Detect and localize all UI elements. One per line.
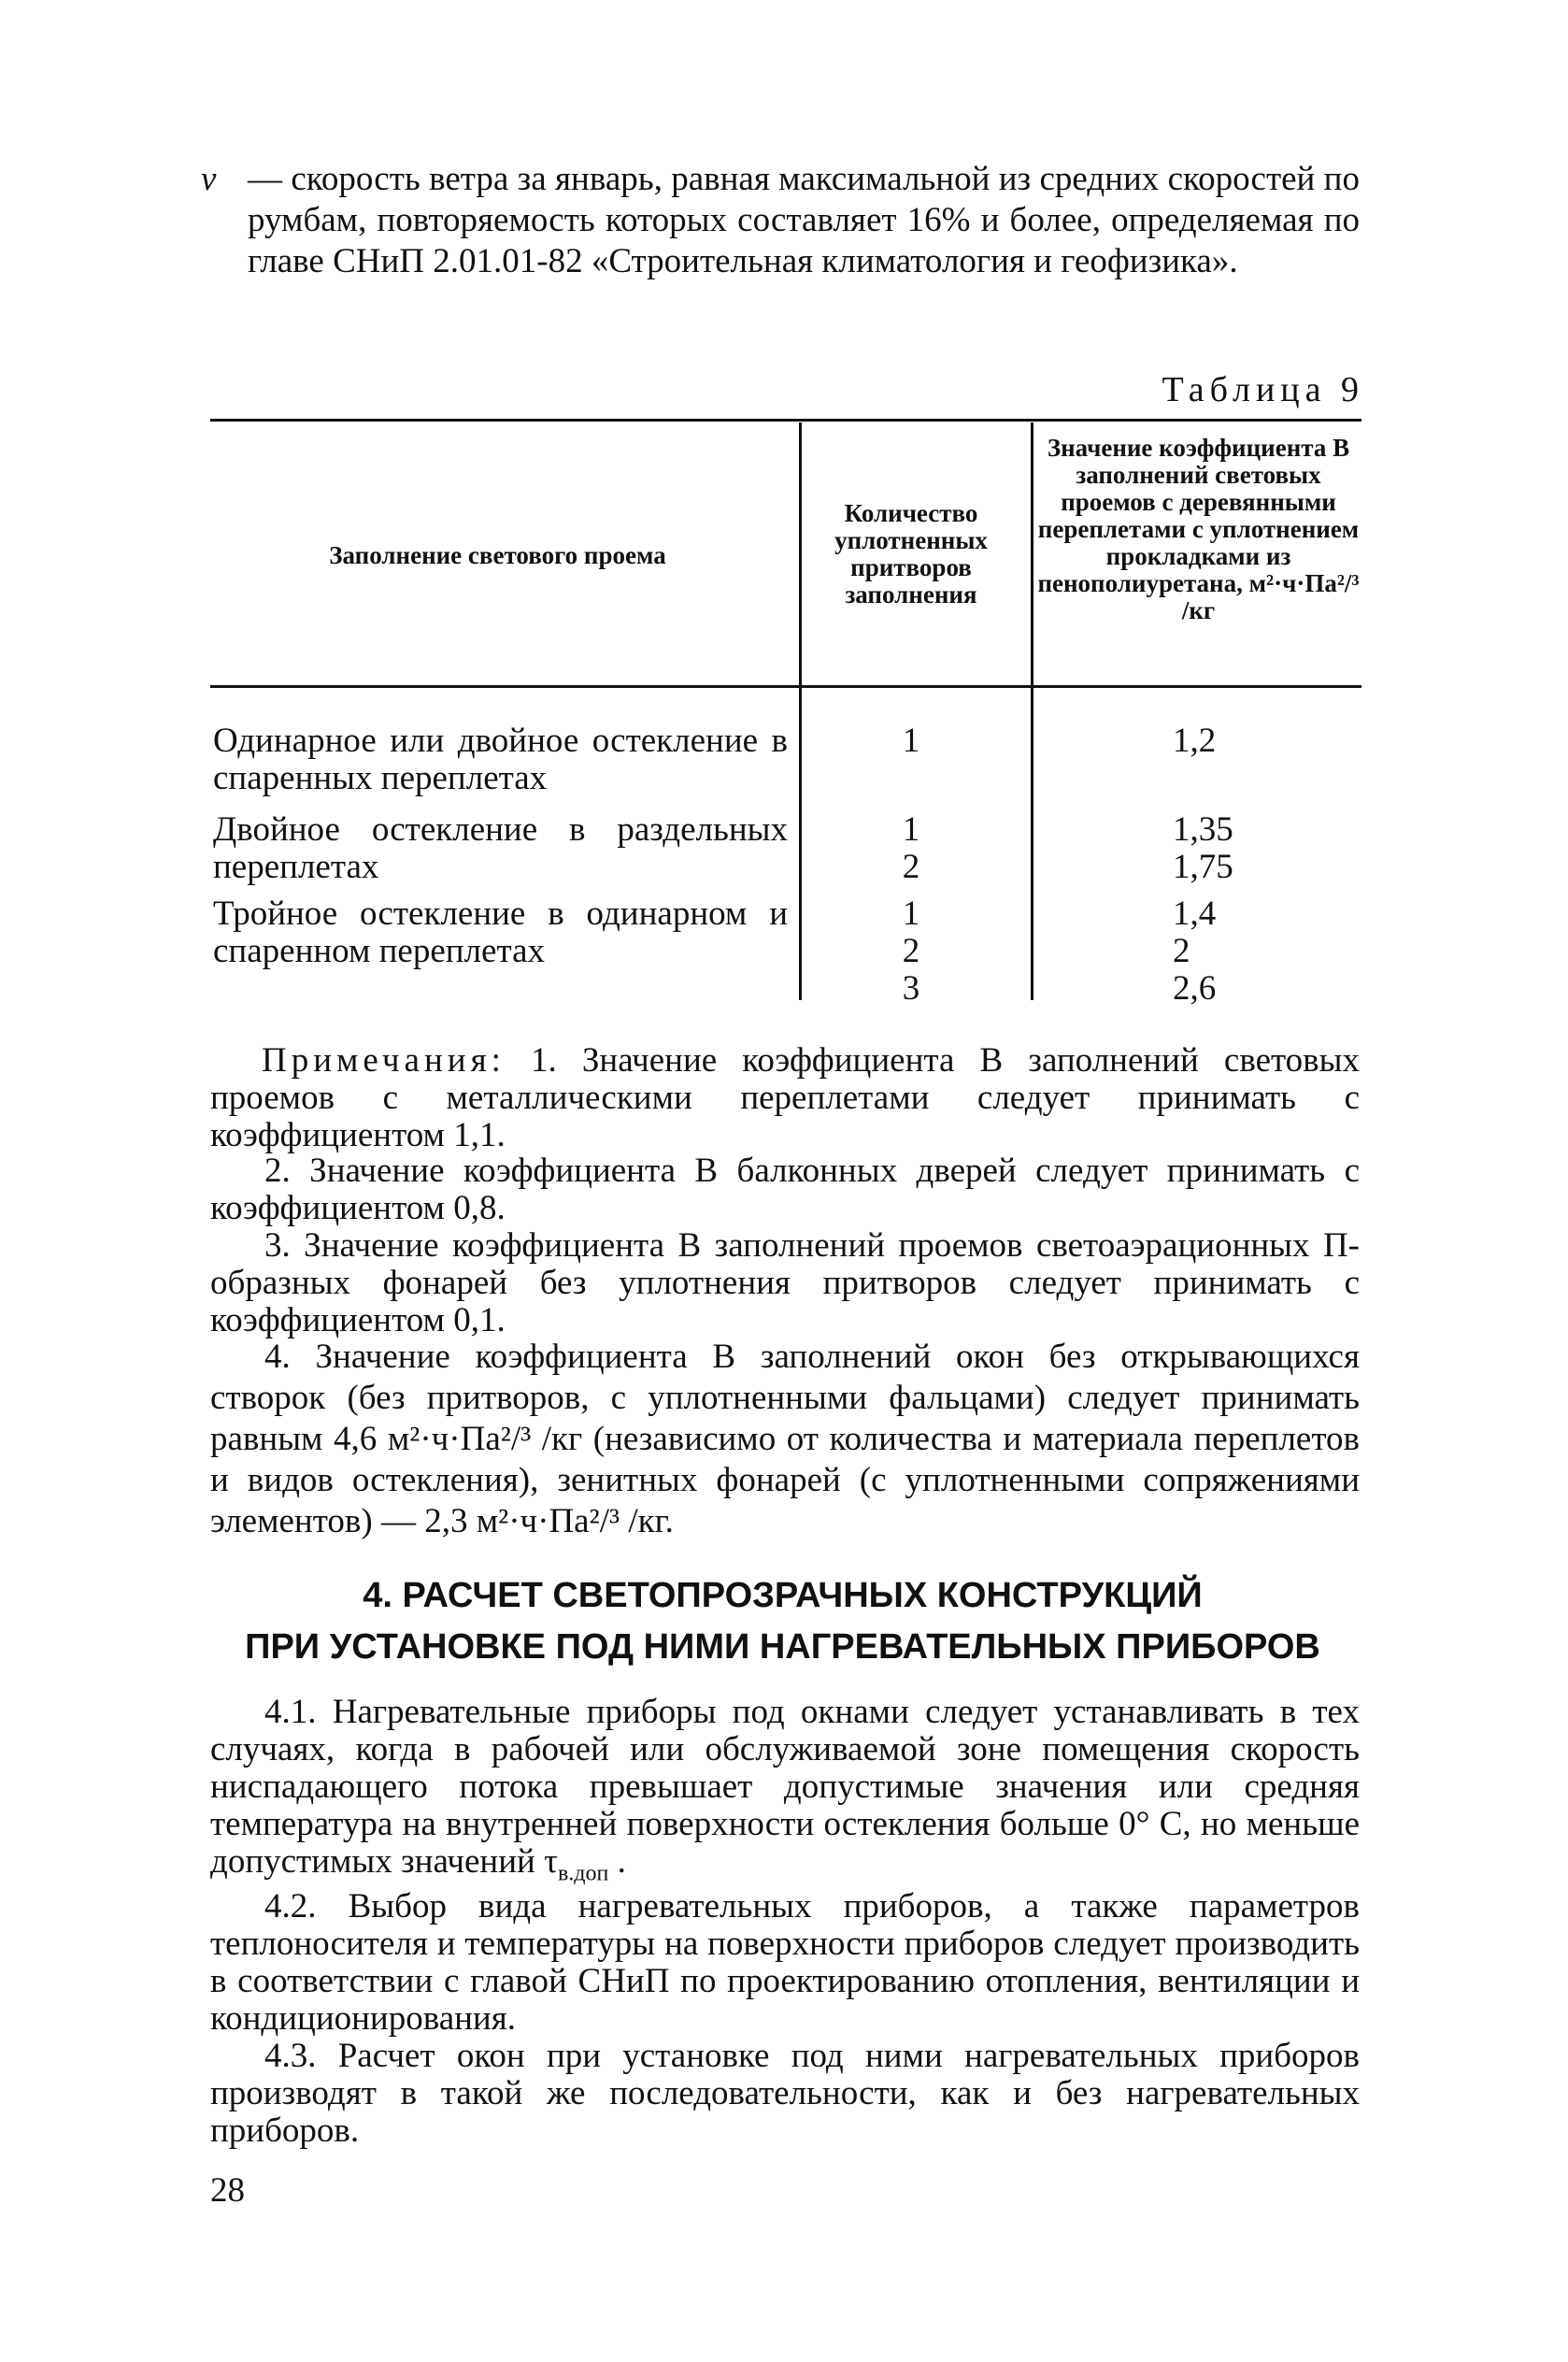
note-4: 4. Значение коэффициента B заполнений окон без открывающихся створок (без притворов, с уплотненными фальцами) следует принимать равным 4,6 м²·ч·Па²/³ /кг (независимо от количества и материала переплетов и видов остекления), зенитных фонарей (с уплотненными сопряжениями элементов) — 2,3 м²·ч·Па²/³ /кг.: [210, 1338, 1360, 1540]
table-column-divider-2: [1031, 422, 1033, 1000]
note-3: 3. Значение коэффициента B заполнений проемов светоаэрационных П-образных фонарей без уплотнения притворов следует принимать с коэффициентом 0,1.: [210, 1226, 1360, 1339]
tau-symbol: τ: [544, 1842, 558, 1881]
table-row-1-count: 1: [902, 722, 920, 760]
notes-label: Примечания:: [262, 1041, 506, 1080]
table-header-coefficient: Значение коэффициента B заполнений световых проемов с деревянными переплетами с уплотнением прокладками из пенополиуретана, м²·ч·Па²/³ /кг: [1037, 434, 1360, 624]
paragraph-4-2: 4.2. Выбор вида нагревательных приборов, а также параметров теплоносителя и температуры на поверхности приборов следует производить в соответствии с главой СНиП по проектированию отопления, вентиляции и кондиционирования.: [210, 1887, 1360, 2038]
page-number: 28: [210, 2171, 245, 2210]
section-heading: [201, 1570, 1364, 1673]
tau-subscript: в.доп: [557, 1861, 609, 1886]
paragraph-4-1-end: .: [608, 1842, 626, 1881]
table-row-3-value: 1,4 2 2,6: [1173, 895, 1217, 1008]
table-row-1-value: 1,2: [1173, 722, 1217, 760]
paragraph-4-1-text: 4.1. Нагревательные приборы под окнами следует устанавливать в тех случаях, когда в рабочей или обслуживаемой зоне помещения скорость ниспадающего потока превышает допустимые значения или средняя температура на внутренней поверхности остекления больше 0° С, но меньше допустимых значений: [210, 1693, 1360, 1881]
table-row-1-fill: Одинарное или двойное остекление в спаренных переплетах: [213, 722, 788, 797]
note-2: 2. Значение коэффициента B балконных дверей следует принимать с коэффициентом 0,8.: [210, 1152, 1360, 1227]
note-1: [210, 1042, 1360, 1154]
section-heading-line-2: ПРИ УСТАНОВКЕ ПОД НИМИ НАГРЕВАТЕЛЬНЫХ ПРИБОРОВ: [245, 1627, 1320, 1667]
definition-symbol: v: [201, 160, 217, 198]
table-row-2-count: 1 2: [902, 810, 920, 886]
table-column-divider-1: [799, 422, 802, 1000]
table-header-fill: Заполнение светового проема: [329, 541, 666, 569]
paragraph-4-1: [210, 1694, 1360, 1892]
section-heading-line-1: 4. РАСЧЕТ СВЕТОПРОЗРАЧНЫХ КОНСТРУКЦИЙ: [363, 1576, 1203, 1615]
note-1-text: 1. Значение коэффициента B заполнений световых проемов с металлическими переплетами следует принимать с коэффициентом 1,1.: [210, 1041, 1361, 1154]
definition-text: — скорость ветра за январь, равная максимальной из средних скоростей по румбам, повторяемость которых составляет 16% и более, определяемая по главе СНиП 2.01.01-82 «Строительная климатология и геофизика».: [248, 160, 1360, 280]
table-top-rule: [210, 419, 1361, 422]
table-row-3-count: 1 2 3: [902, 895, 920, 1008]
table-header-rule: [210, 685, 1361, 688]
table-row-2-value: 1,35 1,75: [1173, 810, 1233, 886]
table-row-2-fill: Двойное остекление в раздельных переплетах: [213, 810, 788, 886]
paragraph-4-3: 4.3. Расчет окон при установке под ними нагревательных приборов производят в такой же последовательности, как и без нагревательных приборов.: [210, 2037, 1360, 2150]
table-row-3-fill: Тройное остекление в одинарном и спаренном переплетах: [213, 895, 788, 970]
table-header-count: Количество уплотненных притворов заполнения: [834, 499, 988, 608]
table-caption: Таблица 9: [1162, 370, 1364, 409]
